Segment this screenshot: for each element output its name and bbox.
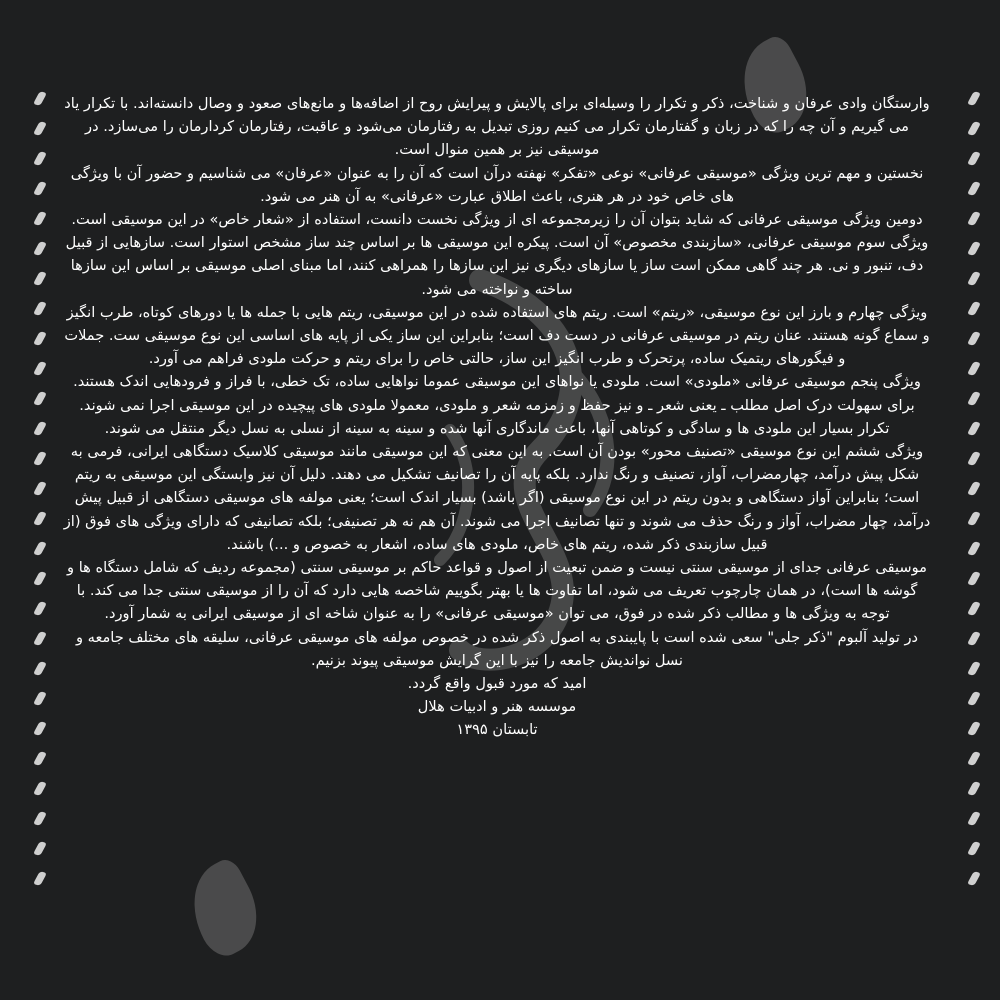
paragraph-album: در تولید آلبوم "ذکر جلی" سعی شده است با پایبندی به اصول ذکر شده در خصوص مولفه های موسیقی عرفانی، سلیقه های مختلف جامعه و نسل نواندیش جامعه را نیز با این گرایش موسیقی پیوند بزنیم. <box>75 628 919 669</box>
border-diamond <box>33 121 47 135</box>
border-diamond <box>33 331 47 345</box>
border-diamond <box>967 601 981 615</box>
paragraph-feature-2: دومین ویژگی موسیقی عرفانی که شاید بتوان آن را زیرمجموعه ای از ویژگی نخست دانست، استفاده از «شعار خاص» در این موسیقی است. <box>71 211 923 229</box>
border-diamond <box>967 541 981 555</box>
paragraph-intro: وارستگان وادی عرفان و شناخت، ذکر و تکرار را وسیله‌ای برای پالایش و پیرایش روح از اضافه‌ها و مانع‌های صعود و وصال دانسته‌اند. با تکرار یاد می گیریم و آن چه را که در زبان و گفتارمان تکرار می کنیم روزی تبدیل به رفتارمان می‌شود و عاقبت، رفتارمان کردارمان را می‌سازد. در موسیقی نیز بر همین منوال است. <box>64 95 930 159</box>
border-diamond <box>33 751 47 765</box>
border-diamond <box>33 481 47 495</box>
border-diamond <box>967 121 981 135</box>
border-diamond <box>967 511 981 525</box>
border-diamond <box>967 691 981 705</box>
border-diamond <box>967 781 981 795</box>
signature-institute: موسسه هنر و ادبیات هلال <box>417 698 577 716</box>
border-diamond <box>33 571 47 585</box>
paragraph-traditional: موسیقی عرفانی جدای از موسیقی سنتی نیست و ضمن تبعیت از اصول و قواعد حاکم بر موسیقی سنتی (مجموعه ردیف که شامل دستگاه ها و گوشه ها است)، در همان چارچوب تعریف می شود، اما تفاوت ها یا بهتر بگوییم شاخصه هایی دارد که آن را از موسیقی سنتی جدا می کند. با توجه به ویژگی ها و مطالب ذکر شده در فوق، می توان «موسیقی عرفانی» را به عنوان شاخه ای از موسیقی ایرانی به شمار آورد. <box>67 559 927 623</box>
border-diamond <box>33 721 47 735</box>
border-diamond <box>33 601 47 615</box>
border-diamond <box>967 391 981 405</box>
border-diamond <box>33 361 47 375</box>
paragraph-feature-1: نخستین و مهم ترین ویژگی «موسیقی عرفانی» نوعی «تفکر» نهفته درآن است که آن را به عنوان «عرفان» می شناسیم و حضور آن با ویژگی های خاص خود در هر هنری، باعث اطلاق عبارت «عرفانی» به آن هنر می شود. <box>70 164 924 205</box>
border-diamond <box>33 301 47 315</box>
border-diamond <box>967 91 981 105</box>
border-diamond <box>33 811 47 825</box>
border-diamond <box>33 211 47 225</box>
border-diamond <box>967 181 981 195</box>
border-diamond <box>967 871 981 885</box>
border-diamond <box>33 781 47 795</box>
paragraph-feature-5: ویژگی پنجم موسیقی عرفانی «ملودی» است. ملودی یا نواهای این موسیقی عموما نواهایی ساده، تک خطی، با فراز و فرودهایی اندک هستند. برای سهولت درک اصل مطلب ـ یعنی شعر ـ و نیز حفظ و زمزمه شعر و ملودی، معمولا ملودی های پیچیده در این موسیقی اجرا نمی شوند. تکرار بسیار این ملودی ها و سادگی و کوتاهی آنها، باعث ماندگاری آنها شده و سینه به سینه از نسلی به نسل دیگر منتقل می شوند. <box>73 373 921 437</box>
diamond-column-right <box>964 92 984 902</box>
border-diamond <box>967 721 981 735</box>
border-diamond <box>967 211 981 225</box>
border-diamond <box>33 181 47 195</box>
decorative-shape-bottom <box>175 855 273 963</box>
border-diamond <box>967 481 981 495</box>
border-diamond <box>33 271 47 285</box>
closing-line: امید که مورد قبول واقع گردد. <box>407 675 587 693</box>
signature-date: تابستان ۱۳۹۵ <box>456 721 538 739</box>
border-diamond <box>33 631 47 645</box>
border-diamond <box>967 331 981 345</box>
border-diamond <box>967 271 981 285</box>
border-diamond <box>33 661 47 675</box>
paragraph-feature-4: ویژگی چهارم و بارز این نوع موسیقی، «ریتم» است. ریتم های استفاده شده در این موسیقی، ریتم هایی با جمله ها یا دورهای کوتاه، طرب انگیز و سماع گونه هستند. عنان ریتم در موسیقی عرفانی در دست دف است؛ بنابراین این ساز یکی از پایه های اساسی این نوع موسیقی ست. جملات و فیگورهای ریتمیک ساده، پرتحرک و طرب انگیز این ساز، حالتی خاص را برای ریتم و حرکت ملودی فراهم می آورد. <box>64 303 930 368</box>
border-diamond <box>967 361 981 375</box>
border-diamond <box>33 391 47 405</box>
border-diamond <box>33 241 47 255</box>
border-diamond <box>967 571 981 585</box>
border-diamond <box>967 661 981 675</box>
paragraph-feature-3: ویژگی سوم موسیقی عرفانی، «سازبندی مخصوص» آن است. پیکره این موسیقی ها بر اساس چند ساز مشخص استوار است. سازهایی از قبیل دف، تنبور و نی. هر چند گاهی ممکن است ساز یا سازهای دیگری نیز این سازها را همراهی کنند، اما مبنای اصلی موسیقی بر اساس این سازها ساخته و نواخته می شود. <box>65 234 929 298</box>
border-diamond <box>967 631 981 645</box>
text-body <box>62 92 932 742</box>
border-diamond <box>967 241 981 255</box>
border-diamond <box>33 151 47 165</box>
diamond-column-left <box>30 92 50 902</box>
border-diamond <box>967 751 981 765</box>
border-diamond <box>967 451 981 465</box>
border-diamond <box>967 421 981 435</box>
border-diamond <box>33 421 47 435</box>
paragraph-feature-6: ویژگی ششم این نوع موسیقی «تصنیف محور» بودن آن است. به این معنی که این موسیقی مانند موسیقی کلاسیک دستگاهی ایرانی، فرمی به شکل پیش درآمد، چهارمضراب، آواز، تصنیف و رنگ ندارد. بلکه پایه آن را تصانیف تشکیل می دهند. دلیل آن نیز وابستگی این موسیقی به ریتم است؛ بنابراین آواز دستگاهی و بدون ریتم در این نوع موسیقی (اگر باشد) بسیار اندک است؛ یعنی مولفه های موسیقی دستگاهی از قبیل پیش درآمد، چهار مضراب، آواز و رنگ حذف می شوند و تنها تصانیف اجرا می شوند. آن هم نه هر تصنیفی؛ بلکه تصانیفی که دارای ویژگی های فوق (از قبیل سازبندی ذکر شده، ریتم های خاص، ملودی های ساده، اشعار به خصوص و ...) باشند. <box>63 443 931 553</box>
border-diamond <box>33 541 47 555</box>
border-diamond <box>967 841 981 855</box>
border-diamond <box>967 151 981 165</box>
border-diamond <box>33 451 47 465</box>
border-diamond <box>33 91 47 105</box>
border-diamond <box>33 841 47 855</box>
border-diamond <box>33 691 47 705</box>
border-diamond <box>967 301 981 315</box>
border-diamond <box>33 871 47 885</box>
border-diamond <box>33 511 47 525</box>
border-diamond <box>967 811 981 825</box>
